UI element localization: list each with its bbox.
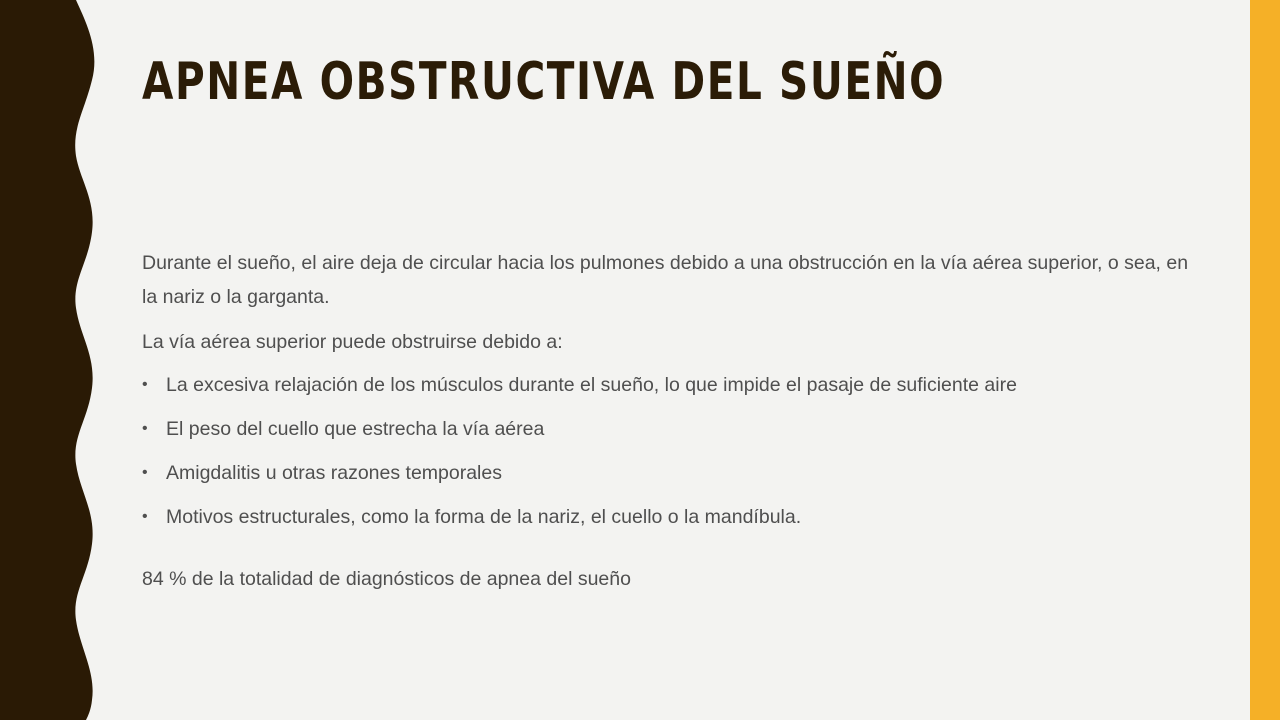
bullet-text: El peso del cuello que estrecha la vía aérea — [166, 418, 545, 440]
bullet-text: La excesiva relajación de los músculos durante el sueño, lo que impide el pasaje de suficiente aire — [166, 374, 1017, 396]
list-item — [142, 414, 1202, 444]
slide-title: APNEA OBSTRUCTIVA DEL SUEÑO — [142, 52, 946, 112]
causes-bullet-list — [142, 370, 1202, 532]
bullet-icon: • — [142, 420, 148, 437]
bullet-text: Motivos estructurales, como la forma de la nariz, el cuello o la mandíbula. — [166, 506, 802, 528]
wavy-border-decoration — [0, 0, 110, 720]
bullet-icon: • — [142, 464, 148, 481]
statistic-text: 84 % de la totalidad de diagnósticos de apnea del sueño — [142, 568, 631, 590]
bullet-icon: • — [142, 508, 148, 525]
bullet-icon: • — [142, 376, 148, 393]
list-item — [142, 458, 1202, 488]
bullet-text: Amigdalitis u otras razones temporales — [166, 462, 502, 484]
list-item — [142, 370, 1202, 400]
list-item — [142, 502, 1202, 532]
intro-paragraph: Durante el sueño, el aire deja de circular hacia los pulmones debido a una obstrucción en la vía aérea superior, o sea, en la nariz o la garganta. — [142, 252, 1189, 308]
accent-side-bar — [1250, 0, 1280, 720]
slide-body — [142, 246, 1202, 594]
causes-lead-in: La vía aérea superior puede obstruirse debido a: — [142, 331, 563, 353]
